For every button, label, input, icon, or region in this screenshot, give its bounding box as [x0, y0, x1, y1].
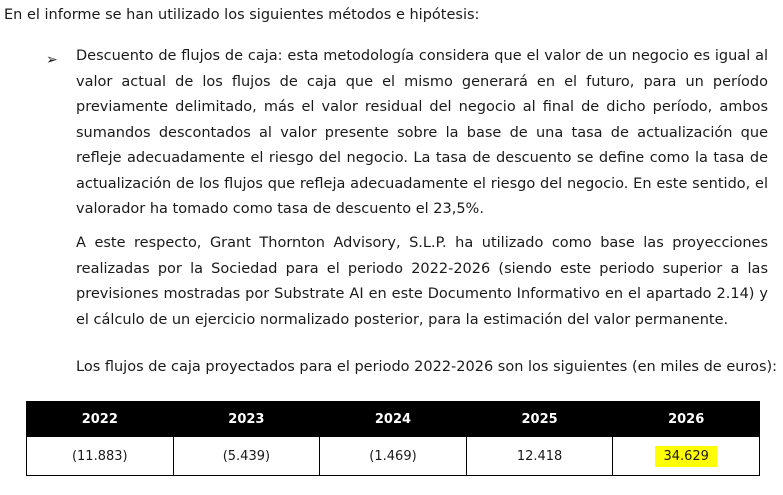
paragraph-cash-flows-intro: Los flujos de caja proyectados para el periodo 2022-2026 son los siguientes (en miles de euros):	[76, 359, 778, 375]
table-header-row	[27, 402, 760, 437]
paragraph-dcf-method: Descuento de flujos de caja: esta metodología considera que el valor de un negocio es igual al valor actual de los flujos de caja que el mismo generará en el futuro, para un período previamente delimitado, más el valor residual del negocio al final de dicho período, ambos sumandos descontados al valor presente sobre la base de una tasa de actualización que refleje adecuadamente el riesgo del negocio. La tasa de descuento se define como la tasa de actualización de los flujos que refleja adecuadamente el riesgo del negocio. En este sentido, el valorador ha tomado como tasa de descuento el 23,5%.	[76, 48, 768, 217]
header-2024: 2024	[320, 402, 467, 437]
header-2025: 2025	[466, 402, 613, 437]
table-row	[27, 437, 760, 476]
header-2022: 2022	[27, 402, 174, 437]
value-2026-cell	[613, 437, 760, 476]
bullet-arrow-icon: ➢	[46, 52, 58, 68]
intro-text: En el informe se han utilizado los siguientes métodos e hipótesis:	[4, 7, 480, 23]
value-2022: (11.883)	[27, 437, 174, 476]
header-2023: 2023	[173, 402, 320, 437]
value-2024: (1.469)	[320, 437, 467, 476]
value-2026-highlighted: 34.629	[655, 446, 717, 467]
header-2026: 2026	[613, 402, 760, 437]
cash-flow-table	[26, 401, 760, 476]
value-2023: (5.439)	[173, 437, 320, 476]
paragraph-grant-thornton: A este respecto, Grant Thornton Advisory, S.L.P. ha utilizado como base las proyecciones realizadas por la Sociedad para el periodo 2022-2026 (siendo este periodo superior a las previsiones mostradas por Substrate AI en este Documento Informativo en el apartado 2.14) y el cálculo de un ejercicio normalizado posterior, para la estimación del valor permanente.	[76, 235, 768, 328]
value-2025: 12.418	[466, 437, 613, 476]
